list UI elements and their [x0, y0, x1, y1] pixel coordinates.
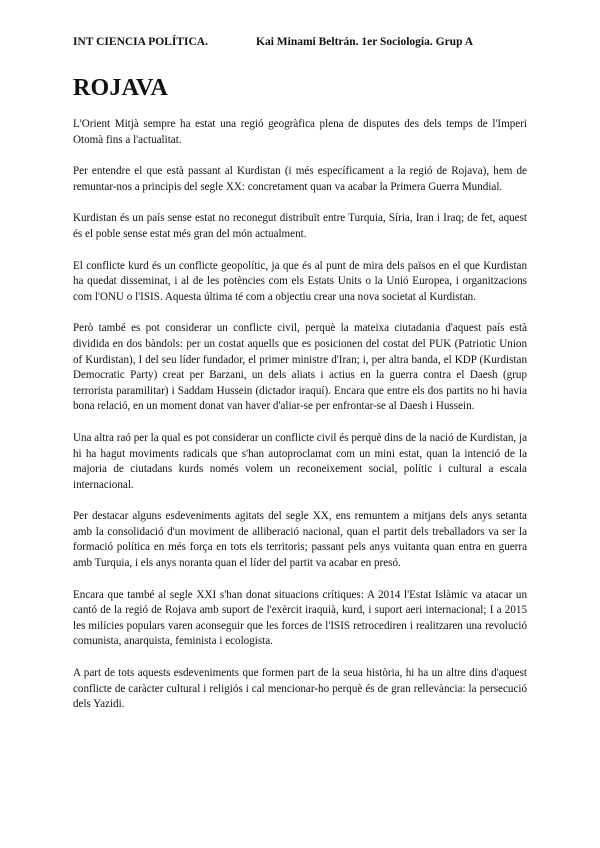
- header-course: INT CIENCIA POLÍTICA.: [73, 36, 208, 48]
- paragraph: Kurdistan és un país sense estat no reconegut distribuït entre Turquia, Síria, Iran i Iraq; de fet, aquest és el poble sense estat més gran del món actualment.: [73, 212, 527, 240]
- paragraph: Però també es pot considerar un conflicte civil, perquè la mateixa ciutadania d'aquest país està dividida en dos bàndols: per un costat aquells que es posicionen del costat del PUK (Patriotic Union of Kurdistan), I del seu líder fundador, el primer ministre d'Iran; i, per altra banda, el KDP (Kurdistan Democratic Party) creat per Barzani, un dels aliats i actius en la guerra contra el Daesh (grup terrorista paramilitar) i Saddam Hussein (dictador iraquí). Encara que entre els dos partits no hi havia bona relació, en un moment donat van haver d'aliar-se per enfrontar-se al Daesh i Hussein.: [73, 322, 527, 413]
- paragraph: Per entendre el que està passant al Kurdistan (i més específicament a la regió de Rojava), hem de remuntar-nos a principis del segle XX: concretament quan va acabar la Primera Guerra Mundial.: [73, 165, 527, 193]
- paragraph: L'Orient Mitjà sempre ha estat una regió geogràfica plena de disputes des dels temps de l'Imperi Otomà fins a l'actualitat.: [73, 118, 527, 146]
- paragraph: Encara que també al segle XXI s'han donat situacions crítiques: A 2014 l'Estat Islàmic va atacar un cantó de la regió de Rojava amb suport de l'exèrcit iraquià, kurd, i suport aeri internacional; I a 2015 les milícies populars varen aconseguir que les forces de l'ISIS retrocediren i realitzaren una revolució comunista, anarquista, feminista i ecologista.: [73, 588, 527, 648]
- paragraph: Una altra raó per la qual es pot considerar un conflicte civil és perquè dins de la nació de Kurdistan, ja hi ha hagut moviments radicals que s'han autoproclamat com un mini estat, quan la intenció de la majoria de ciutadans kurds només volem un reconeixement social, polític i cultural a escala internacional.: [73, 431, 527, 491]
- paragraph: El conflicte kurd és un conflicte geopolític, ja que és al punt de mira dels països en el que Kurdistan ha quedat disseminat, i al de les potències com els Estats Units o la Unió Europea, i organitzacions com l'ONU o l'ISIS. Aquesta última té com a objectiu crear una nova societat al Kurdistan.: [73, 259, 527, 303]
- document-body: [73, 117, 527, 729]
- paragraph: A part de tots aquests esdeveniments que formen part de la seua història, hi ha un altre dins d'aquest conflicte de caràcter cultural i religiós i cal mencionar-ho perquè és de gran rellevància: la persecució dels Yazidi.: [73, 667, 527, 711]
- header-author: Kai Minami Beltrán. 1er Sociología. Grup A: [256, 36, 474, 48]
- paragraph: Per destacar alguns esdeveniments agitats del segle XX, ens remuntem a mitjans dels anys setanta amb la consolidació d'un moviment de alliberació nacional, quan el partit dels treballadors va ser la formació política en més força en tots els territoris; passant pels anys vuitanta quan entra en guerra amb Turquia, i els anys noranta quan el líder del partit va acabar en presó.: [73, 510, 527, 570]
- document-title: ROJAVA: [73, 75, 169, 101]
